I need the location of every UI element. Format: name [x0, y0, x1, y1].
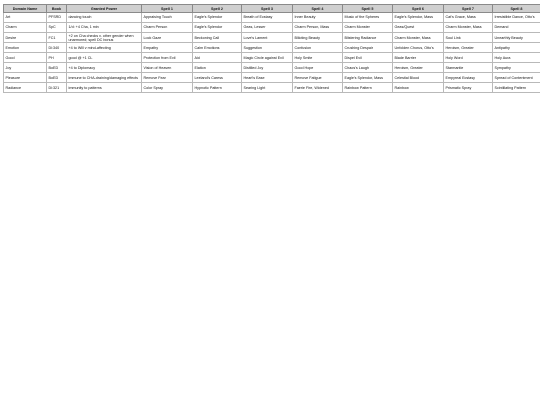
table-cell[interactable]: Geas, Lesser	[242, 23, 293, 33]
table-cell[interactable]: Di:321	[47, 83, 67, 93]
table-cell[interactable]: Rainbow Pattern	[343, 83, 393, 93]
table-row	[4, 53, 540, 63]
header-cell[interactable]: Domain Name	[4, 5, 47, 13]
table-cell[interactable]: Geas/Quest	[393, 23, 444, 33]
table-cell[interactable]: PH	[47, 53, 67, 63]
domain-spells-table	[3, 4, 540, 93]
table-cell[interactable]: Music of the Spheres	[343, 13, 393, 23]
table-cell[interactable]: good @ +1 CL	[67, 53, 142, 63]
table-cell[interactable]: immune to CHA-draining/damaging effects	[67, 73, 142, 83]
table-cell[interactable]: SpC	[47, 23, 67, 33]
table-cell[interactable]: Starmantle	[444, 63, 493, 73]
table-row	[4, 63, 540, 73]
table-cell[interactable]: Color Spray	[142, 83, 193, 93]
table-cell[interactable]: Heroism, Greater	[444, 43, 493, 53]
table-cell[interactable]: Emotion	[4, 43, 47, 53]
table-row	[4, 13, 540, 23]
table-row	[4, 33, 540, 43]
table-cell[interactable]: 1/d: +4 Cha, 1 min	[67, 23, 142, 33]
header-cell[interactable]: Spell 5	[343, 5, 393, 13]
table-cell[interactable]: BoED	[47, 73, 67, 83]
table-cell[interactable]: Eagle's Splendor, Mass	[343, 73, 393, 83]
table-row	[4, 23, 540, 33]
table-cell[interactable]: Faerie Fire, Widened	[293, 83, 343, 93]
table-cell[interactable]: Vision of Heaven	[142, 63, 193, 73]
table-cell[interactable]: Protection from Evil	[142, 53, 193, 63]
table-cell[interactable]: Charm Person	[142, 23, 193, 33]
table-cell[interactable]: Good Hope	[293, 63, 343, 73]
table-body	[4, 13, 540, 93]
table-cell[interactable]: Antipathy	[493, 43, 540, 53]
table-cell[interactable]: Breath of Ecstasy	[242, 13, 293, 23]
table-cell[interactable]: +4 to Will v mind-affecting	[67, 43, 142, 53]
header-cell[interactable]: Spell 1	[142, 5, 193, 13]
table-cell[interactable]: +4 to Diplomacy	[67, 63, 142, 73]
table-cell[interactable]: Chaos's Laugh	[343, 63, 393, 73]
header-cell[interactable]: Granted Power	[67, 5, 142, 13]
header-cell[interactable]: Spell 6	[393, 5, 444, 13]
table-cell[interactable]: Art	[4, 13, 47, 23]
header-row	[4, 5, 540, 13]
table-cell[interactable]: Charm	[4, 23, 47, 33]
table-cell[interactable]: Scintillating Pattern	[493, 83, 540, 93]
header-cell[interactable]: Spell 7	[444, 5, 493, 13]
table-cell[interactable]: Remove Fear	[142, 73, 193, 83]
table-cell[interactable]: Heart's Ease	[242, 73, 293, 83]
table-cell[interactable]: Calm Emotions	[193, 43, 242, 53]
table-cell[interactable]: Celestial Blood	[393, 73, 444, 83]
header-cell[interactable]: Spell 3	[242, 5, 293, 13]
table-cell[interactable]: Spread of Contentment	[493, 73, 540, 83]
table-cell[interactable]: Lock Gaze	[142, 33, 193, 43]
table-row	[4, 73, 540, 83]
table-cell[interactable]: Blade Barrier	[393, 53, 444, 63]
table-cell[interactable]: Soul Link	[444, 33, 493, 43]
table-cell[interactable]: Hypnotic Pattern	[193, 83, 242, 93]
table-cell[interactable]: Beckoning Call	[193, 33, 242, 43]
table-cell[interactable]: Distilled Joy	[242, 63, 293, 73]
table-cell[interactable]: Charm Monster, Mass	[444, 23, 493, 33]
table-cell[interactable]: Cat's Grace, Mass	[444, 13, 493, 23]
table-cell[interactable]: Heroism, Greater	[393, 63, 444, 73]
spreadsheet	[3, 4, 540, 93]
table-cell[interactable]: Dispel Evil	[343, 53, 393, 63]
table-cell[interactable]: Searing Light	[242, 83, 293, 93]
table-cell[interactable]: Charm Monster	[343, 23, 393, 33]
table-cell[interactable]: Unearthly Beauty	[493, 33, 540, 43]
table-row	[4, 43, 540, 53]
header-cell[interactable]: Book	[47, 5, 67, 13]
table-cell[interactable]: Demand	[493, 23, 540, 33]
table-cell[interactable]: Sympathy	[493, 63, 540, 73]
table-cell[interactable]: +2 on Cha checks v. other gender when unarmored; spell DC bonus	[67, 33, 142, 43]
table-cell[interactable]: PFSRD	[47, 13, 67, 23]
table-cell[interactable]: Love's Lament	[242, 33, 293, 43]
table-cell[interactable]: Holy Smite	[293, 53, 343, 63]
table-cell[interactable]: Desire	[4, 33, 47, 43]
header-cell[interactable]: Spell 2	[193, 5, 242, 13]
table-cell[interactable]: Unfolden Chorus, Otto's	[393, 43, 444, 53]
table-cell[interactable]: Good	[4, 53, 47, 63]
table-cell[interactable]: Irresistible Dance, Otto's	[493, 13, 540, 23]
table-cell[interactable]: Suggestion	[242, 43, 293, 53]
table-cell[interactable]: Inner Beauty	[293, 13, 343, 23]
table-cell[interactable]: immunity to patterns	[67, 83, 142, 93]
table-cell[interactable]: FC1	[47, 33, 67, 43]
table-cell[interactable]: Prismatic Spray	[444, 83, 493, 93]
table-cell[interactable]: Bliloting Beauty	[293, 33, 343, 43]
table-cell[interactable]: Crushing Despair	[343, 43, 393, 53]
table-cell[interactable]: Eagle's Splendor	[193, 13, 242, 23]
table-cell[interactable]: Radiance	[4, 83, 47, 93]
table-cell[interactable]: Charm Monster, Mass	[393, 33, 444, 43]
header-cell[interactable]: Spell 4	[293, 5, 343, 13]
table-cell[interactable]: Confusion	[293, 43, 343, 53]
table-cell[interactable]: Joy	[4, 63, 47, 73]
table-cell[interactable]: Di:340	[47, 43, 67, 53]
table-cell[interactable]: Holy Word	[444, 53, 493, 63]
table-cell[interactable]: Charm Person, Mass	[293, 23, 343, 33]
table-cell[interactable]: Leeland's Caress	[193, 73, 242, 83]
table-cell[interactable]: Aid	[193, 53, 242, 63]
table-cell[interactable]: Eagle's Splendor, Mass	[393, 13, 444, 23]
table-cell[interactable]: Blistering Radiance	[343, 33, 393, 43]
table-cell[interactable]: BoED	[47, 63, 67, 73]
table-cell[interactable]: Appraising Touch	[142, 13, 193, 23]
table-cell[interactable]: Pleasure	[4, 73, 47, 83]
table-cell[interactable]: Eagle's Splendor	[193, 23, 242, 33]
table-cell[interactable]: Rainbow	[393, 83, 444, 93]
table-cell[interactable]: Holy Aura	[493, 53, 540, 63]
table-row	[4, 83, 540, 93]
table-cell[interactable]: Elation	[193, 63, 242, 73]
table-cell[interactable]: Remove Fatigue	[293, 73, 343, 83]
header-cell[interactable]: Spell 8	[493, 5, 540, 13]
table-cell[interactable]: Empathy	[142, 43, 193, 53]
table-cell[interactable]: Magic Circle against Evil	[242, 53, 293, 63]
table-cell[interactable]: dancing touch	[67, 13, 142, 23]
table-cell[interactable]: Empyreal Ecstasy	[444, 73, 493, 83]
